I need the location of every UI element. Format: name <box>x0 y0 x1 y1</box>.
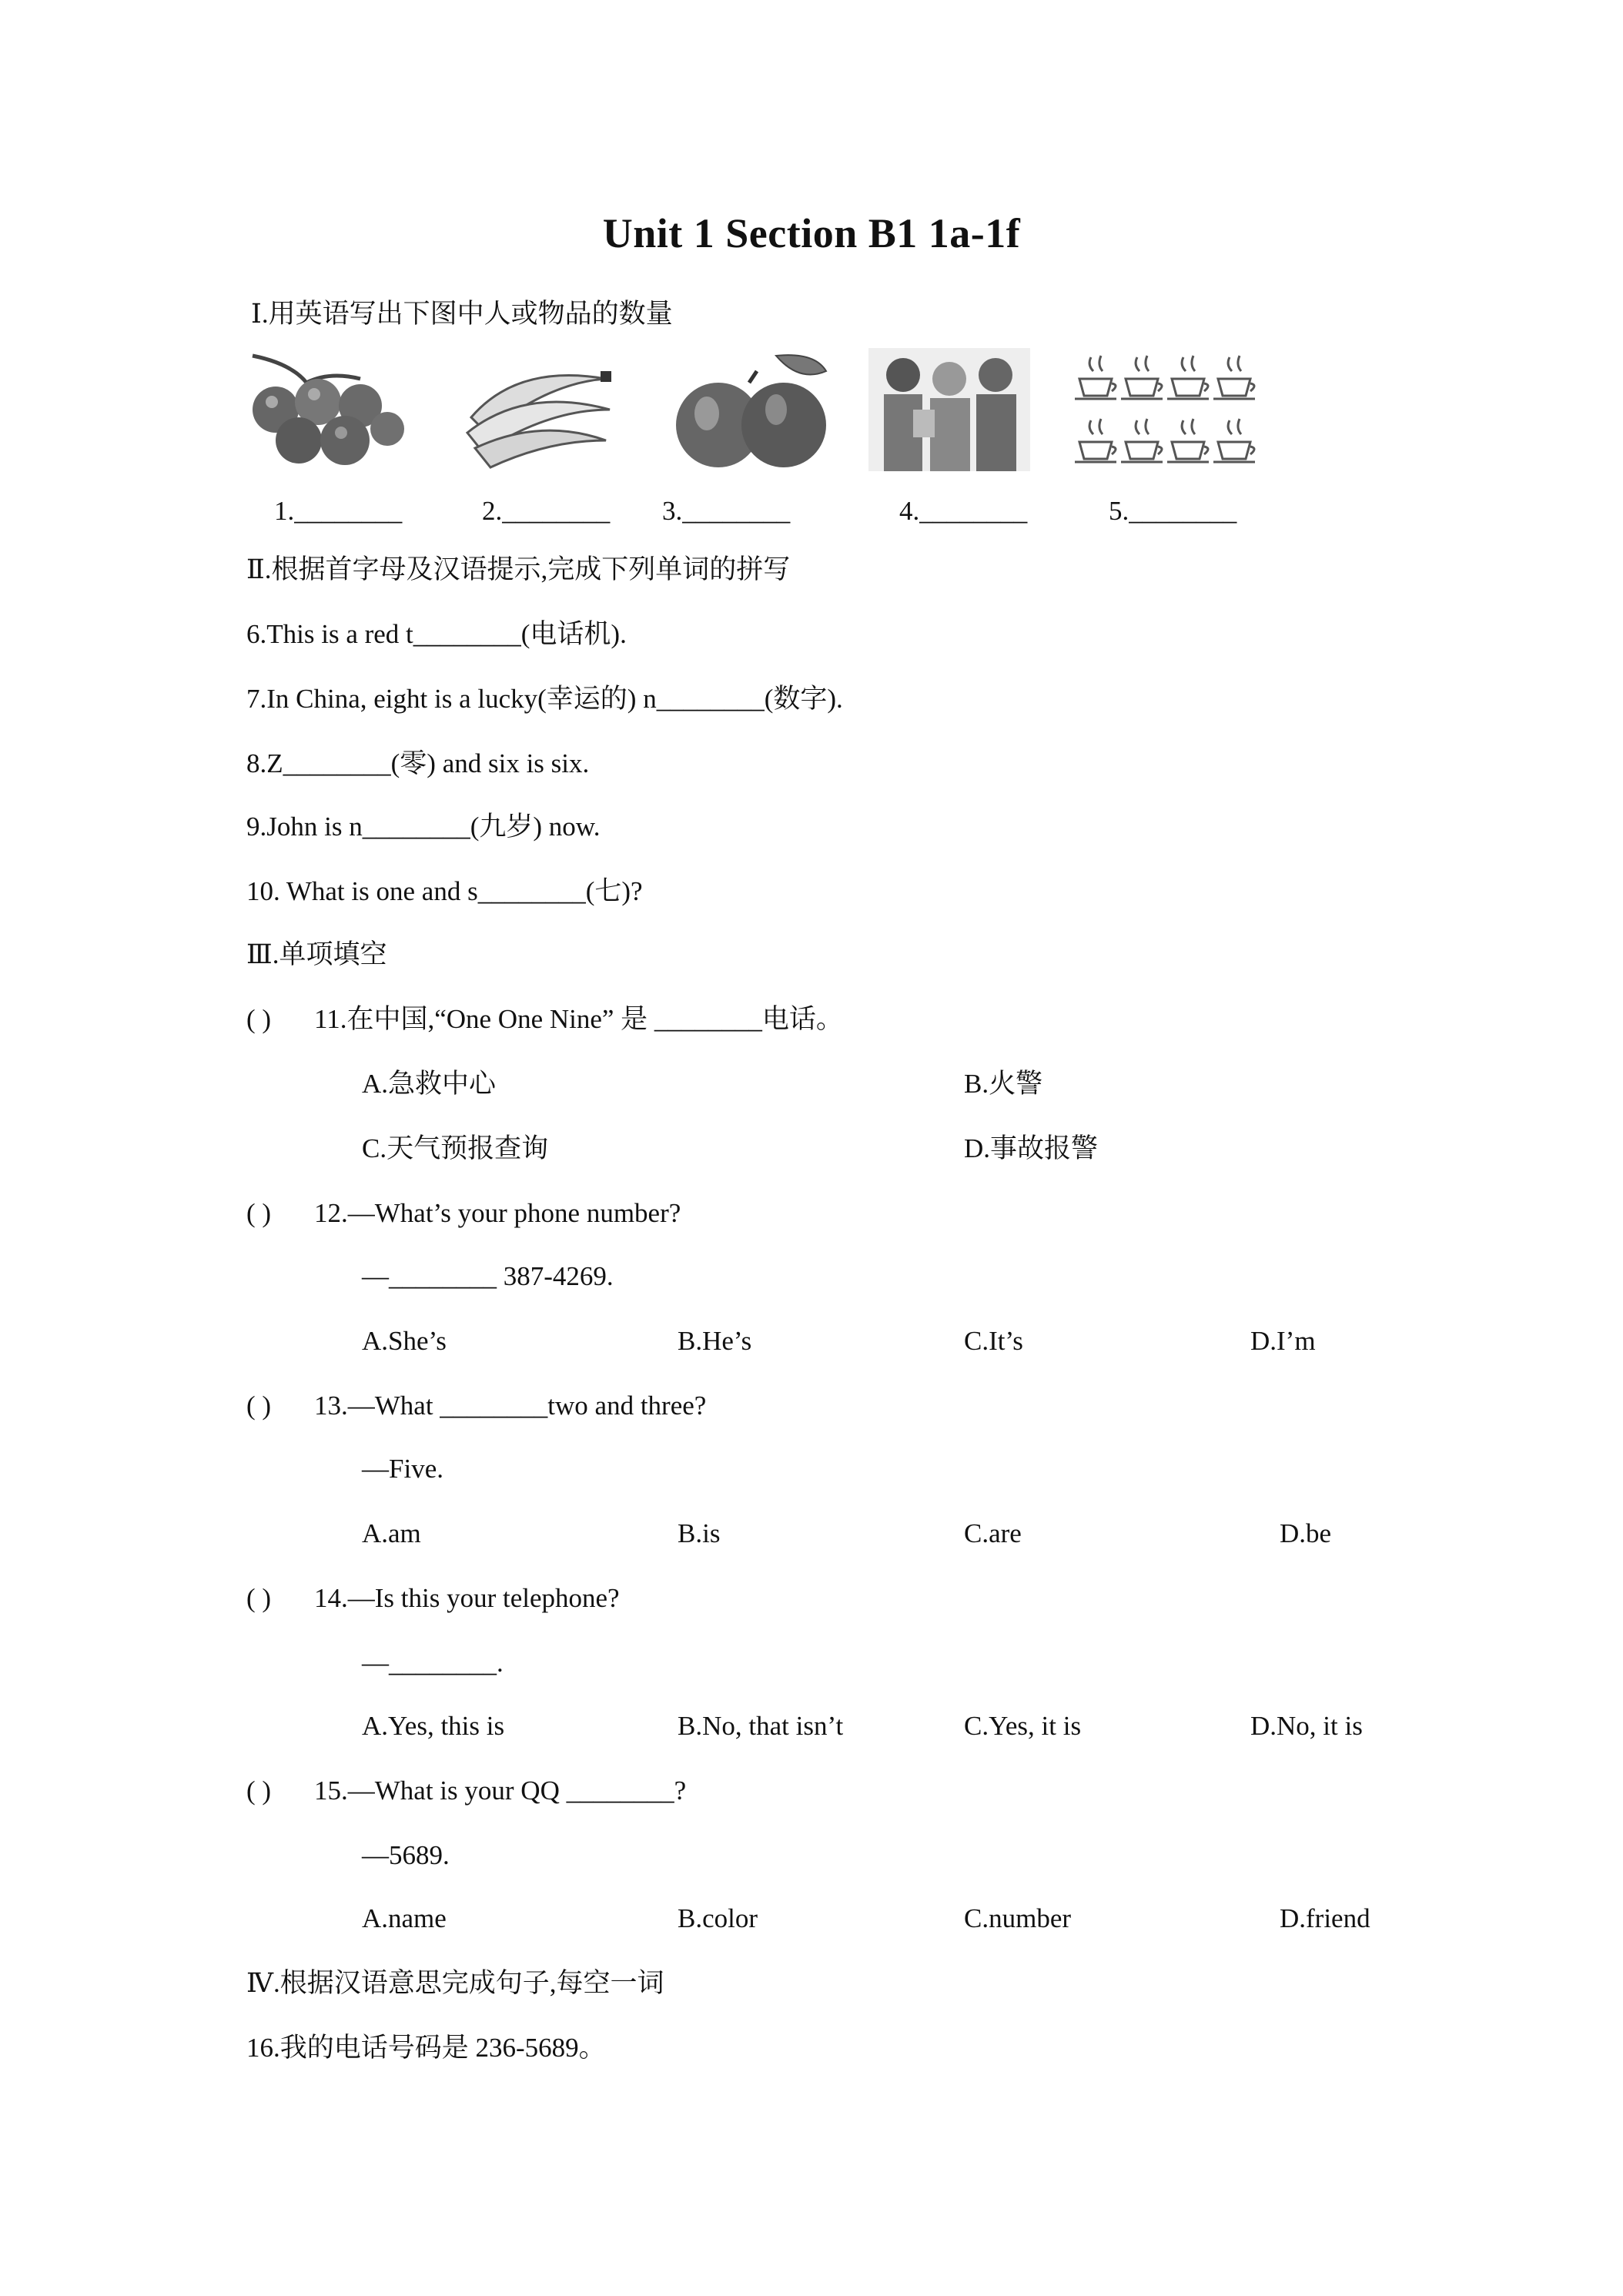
question-14-stem: 14.—Is this your telephone? <box>314 1583 620 1613</box>
answer-paren-15[interactable]: ( ) <box>246 1776 272 1806</box>
section-2-heading: Ⅱ.根据首字母及汉语提示,完成下列单词的拼写 <box>246 554 791 584</box>
question-14-answer: —________. <box>362 1648 504 1678</box>
option-11-d[interactable]: D.事故报警 <box>964 1133 1099 1163</box>
question-16: 16.我的电话号码是 236-5689。 <box>246 2033 606 2063</box>
option-12-c[interactable]: C.It’s <box>964 1326 1023 1356</box>
answer-paren-14[interactable]: ( ) <box>246 1583 272 1613</box>
option-11-c[interactable]: C.天气预报查询 <box>362 1133 549 1163</box>
question-12-answer: —________ 387-4269. <box>362 1261 614 1291</box>
blank-3[interactable]: 3.________ <box>662 496 791 526</box>
option-12-a[interactable]: A.She’s <box>362 1326 447 1356</box>
option-13-c[interactable]: C.are <box>964 1518 1022 1548</box>
option-13-b[interactable]: B.is <box>678 1518 721 1548</box>
question-15-stem: 15.—What is your QQ ________? <box>314 1776 687 1806</box>
option-11-b[interactable]: B.火警 <box>964 1069 1043 1099</box>
question-8: 8.Z________(零) and six is six. <box>246 748 590 778</box>
tomatoes-image <box>245 348 407 471</box>
option-12-b[interactable]: B.He’s <box>678 1326 752 1356</box>
question-15-answer: —5689. <box>362 1840 450 1870</box>
option-15-c[interactable]: C.number <box>964 1903 1072 1933</box>
option-15-b[interactable]: B.color <box>678 1903 758 1933</box>
question-13-answer: —Five. <box>362 1454 443 1484</box>
page-title: Unit 1 Section B1 1a-1f <box>602 210 1021 256</box>
option-12-d[interactable]: D.I’m <box>1250 1326 1316 1356</box>
question-12-stem: 12.—What’s your phone number? <box>314 1198 681 1228</box>
option-14-a[interactable]: A.Yes, this is <box>362 1711 505 1741</box>
question-7: 7.In China, eight is a lucky(幸运的) n________(数字). <box>246 684 843 714</box>
blank-1[interactable]: 1.________ <box>274 496 403 526</box>
blank-2[interactable]: 2.________ <box>482 496 611 526</box>
bananas-image <box>456 348 617 471</box>
blank-4[interactable]: 4.________ <box>899 496 1028 526</box>
answer-paren-11[interactable]: ( ) <box>246 1004 272 1034</box>
apples-image <box>668 348 830 471</box>
blank-5[interactable]: 5.________ <box>1109 496 1237 526</box>
question-13-stem: 13.—What ________two and three? <box>314 1391 707 1421</box>
question-11-stem: 11.在中国,“One One Nine” 是 ________电话。 <box>314 1004 843 1034</box>
option-11-a[interactable]: A.急救中心 <box>362 1069 497 1099</box>
answer-paren-13[interactable]: ( ) <box>246 1391 272 1421</box>
section-3-heading: Ⅲ.单项填空 <box>246 939 387 969</box>
cups-image <box>1072 348 1260 471</box>
question-10: 10. What is one and s________(七)? <box>246 876 643 906</box>
option-15-d[interactable]: D.friend <box>1280 1903 1370 1933</box>
option-14-d[interactable]: D.No, it is <box>1250 1711 1363 1741</box>
option-13-a[interactable]: A.am <box>362 1518 421 1548</box>
children-image <box>868 348 1030 471</box>
answer-paren-12[interactable]: ( ) <box>246 1198 272 1228</box>
option-14-c[interactable]: C.Yes, it is <box>964 1711 1082 1741</box>
section-4-heading: Ⅳ.根据汉语意思完成句子,每空一词 <box>246 1968 664 1998</box>
option-14-b[interactable]: B.No, that isn’t <box>678 1711 844 1741</box>
option-15-a[interactable]: A.name <box>362 1903 447 1933</box>
section-1-heading: Ⅰ.用英语写出下图中人或物品的数量 <box>251 299 673 329</box>
option-13-d[interactable]: D.be <box>1280 1518 1332 1548</box>
question-9: 9.John is n________(九岁) now. <box>246 812 601 842</box>
question-6: 6.This is a red t________(电话机). <box>246 619 627 649</box>
